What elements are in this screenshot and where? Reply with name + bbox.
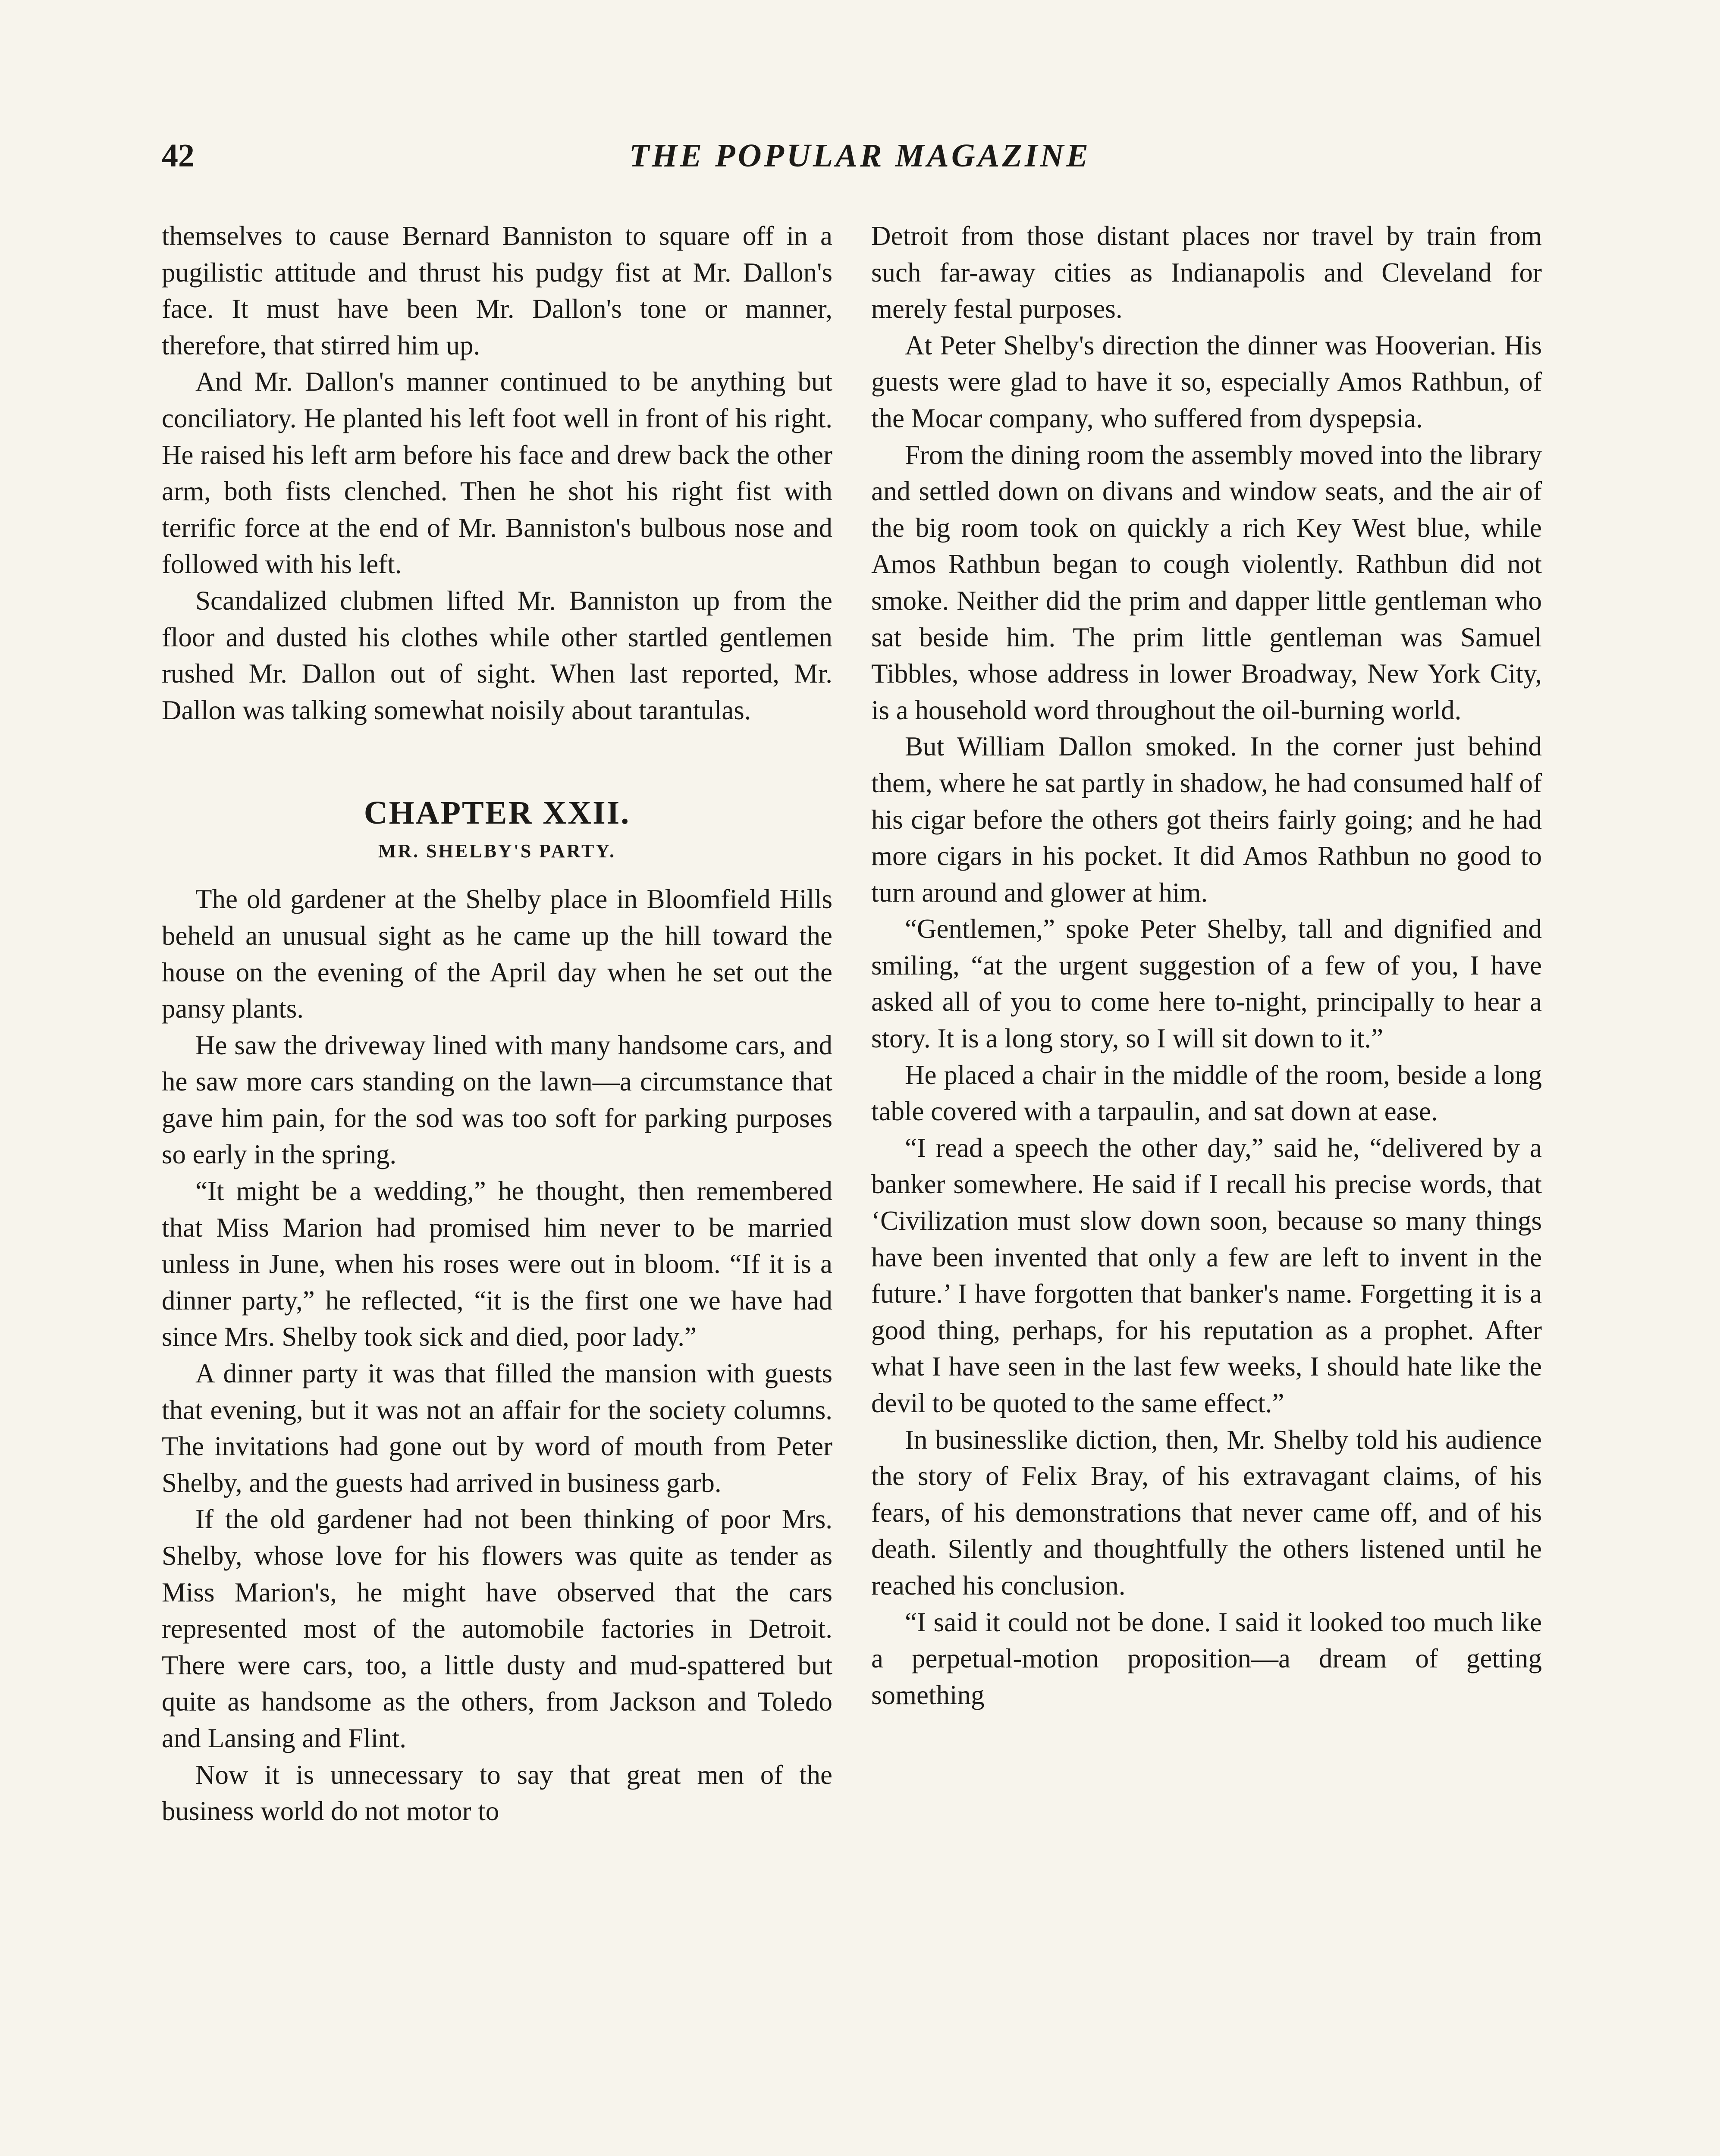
paragraph: He placed a chair in the middle of the room, beside a long table covered with a tarpaulin, and sat down at ease.	[871, 1059, 1542, 1127]
paragraph: Now it is unnecessary to say that great men of the business world do not motor to	[162, 1759, 832, 1827]
paragraph: “Gentlemen,” spoke Peter Shelby, tall and dignified and smiling, “at the urgent suggestion of a few of you, I have asked all of you to come here to-night, principally to hear a story. It is a long story, so I will sit down to it.”	[871, 914, 1542, 1054]
paragraph: If the old gardener had not been thinking of poor Mrs. Shelby, whose love for his flowers was quite as tender as Miss Marion's, he might have observed that the cars represented most of the automobile factories in Detroit. There were cars, too, a little dusty and mud-spattered but quite as handsome as the others, from Jackson and Toledo and Lansing and Flint.	[162, 1504, 832, 1753]
right-column	[871, 218, 1542, 1713]
chapter-subtitle: MR. SHELBY'S PARTY.	[378, 840, 616, 862]
paragraph: Detroit from those distant places nor travel by train from such far-away cities as Indianapolis and Cleveland for merely festal purposes.	[871, 221, 1542, 324]
paragraph: From the dining room the assembly moved into the library and settled down on divans and window seats, and the air of the big room took on quickly a rich Key West blue, while Amos Rathbun began to cough violently. Rathbun did not smoke. Neither did the prim and dapper little gentleman who sat beside him. The prim little gentleman was Samuel Tibbles, whose address in lower Broadway, New York City, is a household word throughout the oil-burning world.	[871, 439, 1542, 725]
paragraph: Scandalized clubmen lifted Mr. Banniston up from the floor and dusted his clothes while other startled gentlemen rushed Mr. Dallon out of sight. When last reported, Mr. Dallon was talking somewhat noisily about tarantulas.	[162, 585, 832, 725]
paragraph: In businesslike diction, then, Mr. Shelby told his audience the story of Felix Bray, of his extravagant claims, of his fears, of his demonstrations that never came off, and of his death. Silently and thoughtfully the others listened until he reached his conclusion.	[871, 1424, 1542, 1601]
paragraph: “I read a speech the other day,” said he, “delivered by a banker somewhere. He said if I recall his precise words, that ‘Civilization must slow down soon, because so many things have been invented that only a few are left to invent in the future.’ I have forgotten that banker's name. Forgetting it is a good thing, perhaps, for his reputation as a prophet. After what I have seen in the last few weeks, I should hate like the devil to be quoted to the same effect.”	[871, 1132, 1542, 1418]
paragraph: But William Dallon smoked. In the corner just behind them, where he sat partly in shadow, he had consumed half of his cigar before the others got theirs fairly going; and he had more cigars in his pocket. It did Amos Rathbun no good to turn around and glower at him.	[871, 731, 1542, 908]
paragraph: “I said it could not be done. I said it looked too much like a perpetual-motion proposition—a dream of getting something	[871, 1607, 1542, 1710]
paragraph: A dinner party it was that filled the mansion with guests that evening, but it was not an affair for the society columns. The invitations had gone out by word of mouth from Peter Shelby, and the guests had arrived in business garb.	[162, 1358, 832, 1498]
paragraph: He saw the driveway lined with many handsome cars, and he saw more cars standing on the lawn—a circumstance that gave him pain, for the sod was too soft for parking purposes so early in the spring.	[162, 1030, 832, 1170]
page-number: 42	[162, 138, 195, 174]
paragraph: themselves to cause Bernard Banniston to square off in a pugilistic attitude and thrust his pudgy fist at Mr. Dallon's face. It must have been Mr. Dallon's tone or manner, therefore, that stirred him up.	[162, 221, 832, 360]
running-title: THE POPULAR MAGAZINE	[629, 138, 1091, 174]
paragraph: The old gardener at the Shelby place in Bloomfield Hills beheld an unusual sight as he came up the hill toward the house on the evening of the April day when he set out the pansy plants.	[162, 884, 832, 1024]
paragraph: “It might be a wedding,” he thought, then remembered that Miss Marion had promised him never to be married unless in June, when his roses were out in bloom. “If it is a dinner party,” he reflected, “it is the first one we have had since Mrs. Shelby took sick and died, poor lady.”	[162, 1176, 832, 1352]
left-column	[162, 218, 832, 1830]
chapter-title: CHAPTER XXII.	[364, 795, 631, 831]
paragraph: And Mr. Dallon's manner continued to be anything but conciliatory. He planted his left foot well in front of his right. He raised his left arm before his face and drew back the other arm, both fists clenched. Then he shot his right fist with terrific force at the end of Mr. Banniston's bulbous nose and followed with his left.	[162, 367, 832, 580]
paragraph: At Peter Shelby's direction the dinner was Hooverian. His guests were glad to have it so, especially Amos Rathbun, of the Mocar company, who suffered from dyspepsia.	[871, 330, 1542, 433]
